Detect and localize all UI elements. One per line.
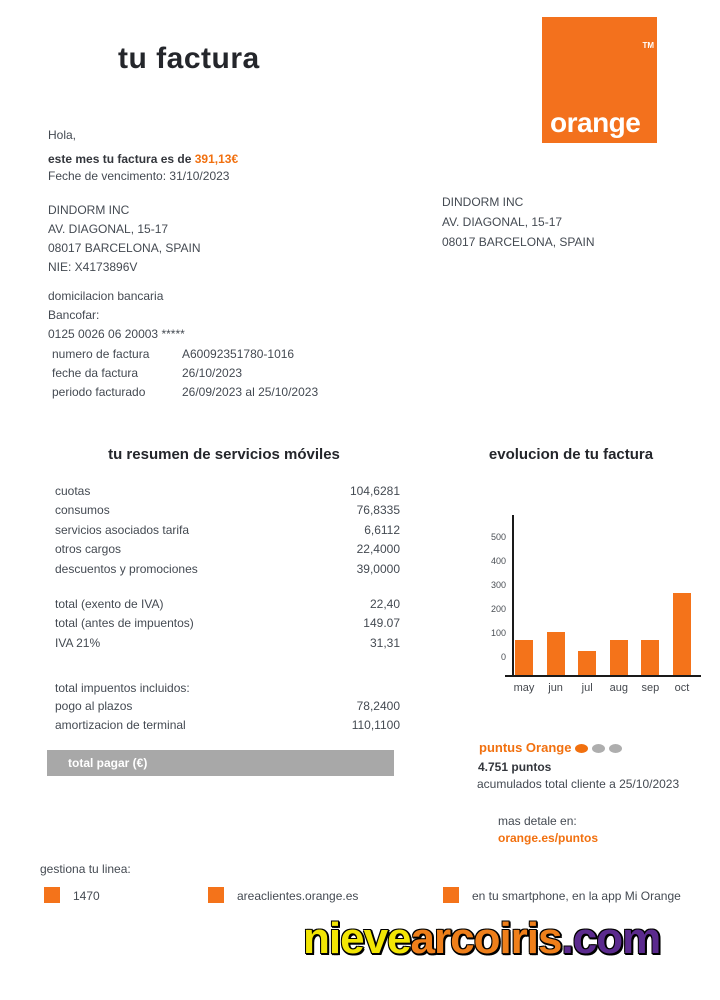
chart-x-label: oct [674, 682, 690, 694]
customer-city: 08017 BARCELONA, SPAIN [48, 241, 201, 255]
item-value: 104,6281 [349, 484, 400, 498]
summary-row [55, 521, 400, 540]
amount-label: este mes tu factura es de [48, 152, 195, 166]
chart-y-axis [512, 515, 514, 677]
contact-web[interactable]: areaclientes.orange.es [237, 889, 359, 903]
item-label: cuotas [55, 484, 91, 498]
summary-totals [55, 595, 400, 653]
total-value: 149.07 [363, 616, 400, 631]
tax-value: 110,1100 [351, 718, 400, 733]
chart-bar-jun [547, 632, 565, 675]
points-dot-orange-icon [575, 744, 588, 753]
total-to-pay-bar: total pagar (€) [47, 750, 394, 776]
summary-row [55, 482, 400, 501]
item-label: consumos [55, 503, 110, 518]
tax-label: amortizacion de terminal [55, 718, 186, 733]
chart-x-label: jul [581, 682, 593, 694]
taxes-included-label: total impuentos incluidos: [55, 681, 190, 695]
summary-row [55, 560, 400, 579]
customer-name: DINDORM INC [48, 203, 130, 217]
item-value: 76,8335 [356, 503, 400, 518]
bank-name: Bancofar: [48, 308, 100, 322]
total-value: 31,31 [369, 635, 400, 650]
total-row [55, 614, 400, 633]
manage-line-label: gestiona tu linea: [40, 862, 131, 876]
points-count: 4.751 puntos [478, 760, 552, 774]
meta-row-date [52, 364, 318, 383]
item-value: 6,6112 [364, 522, 400, 537]
due-date: Feche de vencimento: 31/10/2023 [48, 169, 230, 183]
customer-nie: NIE: X4173896V [48, 260, 138, 274]
phone-bullet-icon [44, 887, 60, 903]
invoice-evolution-chart [480, 505, 712, 705]
bank-account: 0125 0026 06 20003 ***** [48, 327, 185, 341]
item-value: 39,0000 [356, 561, 400, 576]
total-label: total (antes de impuentos) [55, 616, 194, 631]
summary-row [55, 501, 400, 520]
chart-y-tick: 300 [490, 580, 506, 590]
chart-bar-aug [610, 640, 628, 675]
orange-logo [542, 17, 657, 143]
chart-x-axis [505, 675, 701, 677]
invoice-meta-table [52, 345, 318, 402]
meta-row-period [52, 383, 318, 402]
meta-label: feche da factura [52, 366, 139, 380]
chart-bar-oct [673, 593, 691, 675]
tax-row [55, 697, 400, 716]
chart-y-tick: 200 [490, 604, 506, 614]
item-value: 22,4000 [356, 542, 400, 557]
points-link[interactable]: orange.es/puntos [498, 831, 599, 845]
trademark-icon: TM [642, 41, 654, 50]
chart-x-label: may [513, 682, 535, 694]
item-label: descuentos y promociones [55, 561, 198, 576]
customer-address [48, 201, 201, 277]
total-label: IVA 21% [55, 635, 101, 650]
invoice-amount: 391,13€ [194, 152, 239, 166]
meta-label: numero de factura [52, 347, 150, 361]
billing-period: 26/09/2023 al 25/10/2023 [182, 385, 319, 399]
chart-x-label: aug [609, 682, 628, 694]
item-label: servicios asociados tarifa [55, 522, 190, 537]
chart-y-tick: 0 [500, 652, 506, 662]
summary-items [55, 482, 400, 579]
chart-bar-jul [578, 651, 596, 675]
meta-row-number [52, 345, 318, 364]
points-title-line [479, 740, 622, 755]
points-more-label: mas detale en: [498, 814, 577, 828]
tax-row [55, 716, 400, 735]
recipient-name: DINDORM INC [442, 195, 524, 209]
total-row [55, 634, 400, 653]
invoice-date: 26/10/2023 [182, 366, 243, 380]
bank-label: domicilacion bancaria [48, 289, 164, 303]
recipient-street: AV. DIAGONAL, 15-17 [442, 215, 563, 229]
total-row [55, 595, 400, 614]
greeting-text: Hola, [48, 128, 77, 142]
points-dot-gray-icon [592, 744, 605, 753]
chart-y-tick: 400 [490, 556, 506, 566]
points-title: puntus Orange [479, 740, 572, 755]
app-bullet-icon [443, 887, 459, 903]
chart-x-label: jun [548, 682, 563, 694]
contact-app: en tu smartphone, en la app Mi Orange [472, 889, 681, 903]
contact-phone: 1470 [73, 889, 100, 903]
watermark-part-3: .com [561, 914, 661, 963]
taxes-rows [55, 697, 400, 736]
tax-value: 78,2400 [356, 699, 400, 713]
customer-street: AV. DIAGONAL, 15-17 [48, 222, 169, 236]
chart-x-label: sep [641, 682, 660, 694]
recipient-city: 08017 BARCELONA, SPAIN [442, 235, 595, 249]
tax-label: pogo al plazos [55, 699, 133, 713]
invoice-number: A60092351780-1016 [182, 347, 295, 361]
page-title: tu factura [118, 42, 260, 75]
item-label: otros cargos [55, 542, 122, 557]
chart-y-tick: 100 [490, 628, 506, 638]
chart-bar-may [515, 640, 533, 675]
total-value: 22,40 [369, 597, 400, 611]
watermark-part-1: nieve [303, 914, 411, 963]
web-bullet-icon [208, 887, 224, 903]
chart-y-tick: 500 [490, 532, 506, 542]
meta-label: periodo facturado [52, 385, 146, 399]
points-subtitle: acumulados total cliente a 25/10/2023 [477, 777, 680, 791]
orange-logo-text: orange [550, 107, 641, 138]
points-dot-gray-icon [609, 744, 622, 753]
total-label: total (exento de IVA) [55, 597, 164, 611]
summary-title: tu resumen de servicios móviles [108, 446, 340, 463]
watermark-part-2: arcoiris [410, 914, 562, 963]
recipient-address [442, 192, 595, 252]
summary-row [55, 540, 400, 559]
bank-details [48, 287, 185, 344]
chart-bar-sep [641, 640, 659, 675]
site-watermark [303, 914, 660, 964]
chart-title: evolucion de tu factura [488, 446, 654, 463]
